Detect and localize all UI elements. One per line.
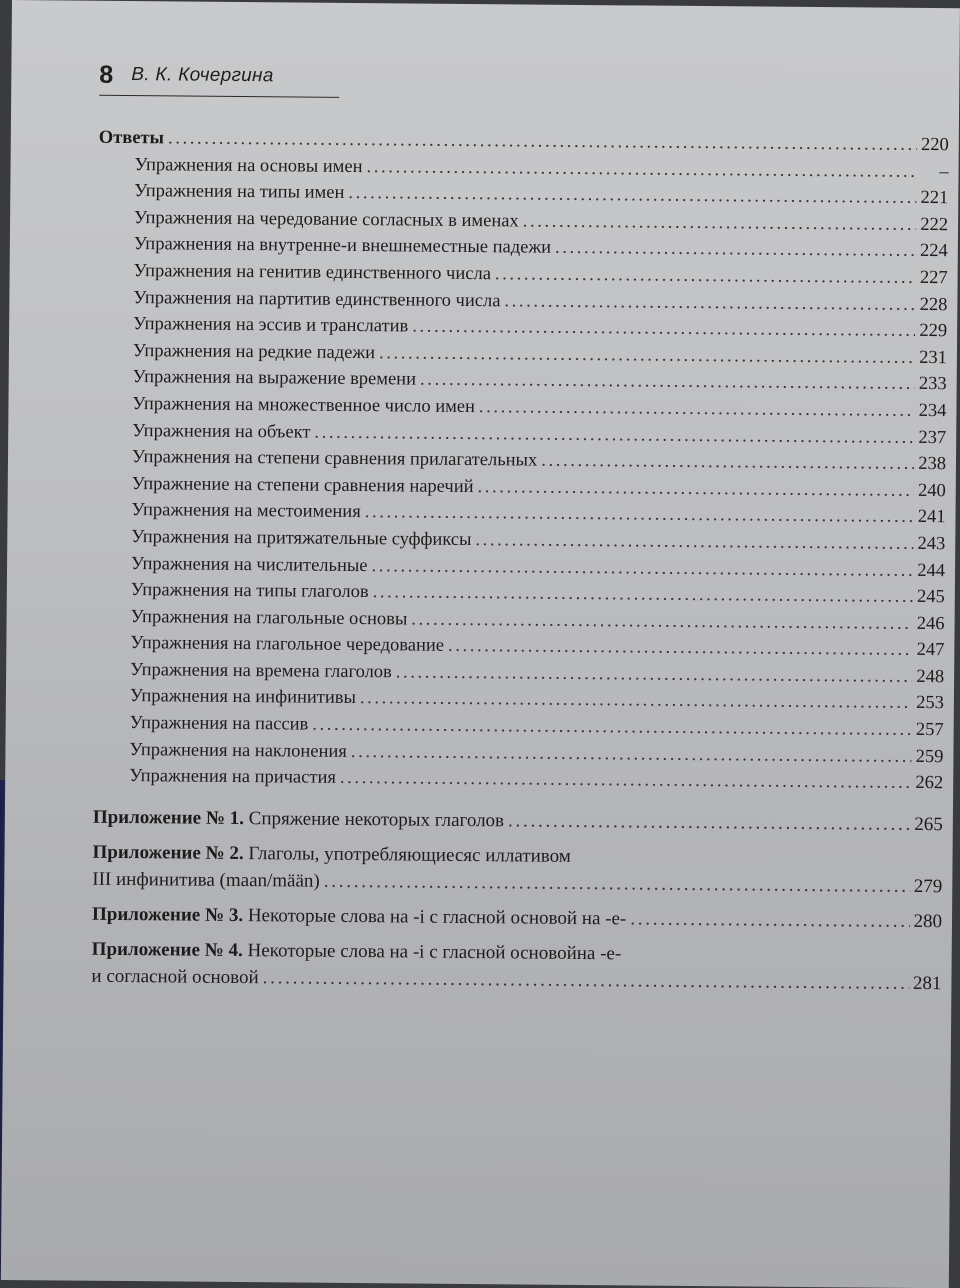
toc-page-ref: 245 xyxy=(916,587,945,608)
table-of-contents xyxy=(91,125,949,1005)
toc-entry-label: Упражнения на типы глаголов xyxy=(130,580,369,603)
toc-entry-label: Упражнения на выражение времени xyxy=(132,367,417,390)
toc-page-ref: 229 xyxy=(919,321,948,342)
toc-page-ref: 279 xyxy=(913,875,943,897)
toc-entry-label: Упражнения на глагольное чередование xyxy=(130,633,445,657)
appendix-number: Приложение № 3. xyxy=(91,903,244,926)
appendix-title-continued: и согласной основой xyxy=(91,965,259,989)
toc-page-ref: 259 xyxy=(915,746,944,767)
toc-page-ref: 220 xyxy=(920,134,949,156)
appendix-title-continued: III инфинитива (maan/mään) xyxy=(92,868,320,892)
toc-appendix-3 xyxy=(92,901,942,935)
dot-leader xyxy=(523,208,917,238)
appendix-number: Приложение № 2. xyxy=(92,841,244,864)
toc-page-ref: 233 xyxy=(918,374,947,395)
toc-entry-label: Упражнения на числительные xyxy=(130,553,368,576)
toc-page-ref: 262 xyxy=(915,773,944,794)
toc-page-ref: 257 xyxy=(915,719,944,741)
dot-leader xyxy=(324,868,910,900)
toc-entry-label: Упражнения на причастия xyxy=(129,766,336,789)
dot-leader xyxy=(340,765,912,797)
page-number: 8 xyxy=(99,60,114,89)
toc-page-ref: 246 xyxy=(916,613,945,634)
toc-page-ref: 241 xyxy=(917,507,946,528)
toc-section-label: Ответы xyxy=(98,127,165,149)
dot-leader xyxy=(448,633,913,664)
appendix-title: Некоторые слова на -i с гласной основойна -е- xyxy=(247,939,622,965)
toc-entry-label: Упражнения на внутренне-и внешнеместные падежи xyxy=(133,234,552,259)
toc-page-ref: 265 xyxy=(914,813,943,835)
toc-entry-label: Упражнения на эссив и транслатив xyxy=(133,314,409,337)
dot-leader xyxy=(504,288,915,318)
toc-page-ref: 224 xyxy=(920,241,948,262)
toc-entry-label: Упражнения на местоимения xyxy=(131,500,361,523)
dot-leader xyxy=(479,394,915,424)
toc-entry-label: Упражнения на редкие падежи xyxy=(132,340,376,363)
toc-entry-label: Упражнения на притяжательные суффиксы xyxy=(131,526,472,550)
toc-page-ref: 281 xyxy=(912,972,942,994)
dot-leader xyxy=(630,905,909,934)
dot-leader xyxy=(508,807,911,838)
toc-appendix-2 xyxy=(92,839,942,900)
toc-entry-label: Упражнения на степени сравнения прилагательных xyxy=(131,447,538,471)
toc-page-ref: 243 xyxy=(917,533,946,555)
toc-page-ref: 222 xyxy=(920,214,949,235)
toc-page-ref: 247 xyxy=(916,640,945,661)
toc-page-ref: 221 xyxy=(920,188,949,209)
toc-page-ref: 237 xyxy=(918,427,947,448)
toc-page-ref: 240 xyxy=(917,480,946,501)
toc-appendix-4 xyxy=(91,936,941,997)
toc-page-ref: – xyxy=(939,161,949,182)
dot-leader xyxy=(495,261,916,291)
toc-page-ref: 228 xyxy=(919,294,948,315)
dot-leader xyxy=(555,235,916,265)
page-header xyxy=(99,55,339,98)
toc-entry-label: Упражнения на партитив единственного числа xyxy=(133,287,501,311)
appendix-title: Спряжение некоторых глаголов xyxy=(248,807,505,832)
toc-entry-label: Упражнения на типы имен xyxy=(134,181,345,204)
toc-page-ref: 227 xyxy=(919,267,948,289)
appendix-number: Приложение № 4. xyxy=(91,938,243,961)
dot-leader xyxy=(475,527,913,557)
toc-entry-label: Упражнения на основы имен xyxy=(134,154,363,177)
toc-entry-label: Упражнения на множественное число имен xyxy=(132,394,476,417)
appendix-title: Некоторые слова на -i с гласной основой на -е- xyxy=(247,904,627,930)
toc-entry-label: Упражнение на степени сравнения наречий xyxy=(131,473,474,497)
toc-page-ref: 234 xyxy=(918,400,947,422)
dot-leader xyxy=(263,964,910,997)
appendix-number: Приложение № 1. xyxy=(92,806,245,829)
toc-entry-label: Упражнения на объект xyxy=(132,420,311,443)
toc-entry-label: Упражнения на пассив xyxy=(129,713,309,735)
toc-entry-label: Упражнения на глагольные основы xyxy=(130,606,408,630)
running-head-author: В. К. Кочергина xyxy=(131,64,274,87)
toc-page-ref: 231 xyxy=(919,347,947,368)
appendix-title: Глаголы, употребляющиесяс иллативом xyxy=(248,842,571,867)
toc-page-ref: 248 xyxy=(916,666,945,688)
toc-entry-label: Упражнения на чередование согласных в именах xyxy=(134,207,519,232)
toc-entry-label: Упражнения на генитив единственного числа xyxy=(133,261,492,285)
book-page xyxy=(1,0,960,1288)
toc-page-ref: 253 xyxy=(916,693,944,714)
toc-entry-label: Упражнения на инфинитивы xyxy=(129,686,357,709)
dot-leader xyxy=(541,448,914,478)
toc-entry-label: Упражнения на времена глаголов xyxy=(130,659,392,683)
toc-entry-label: Упражнения на наклонения xyxy=(129,739,347,762)
toc-page-ref: 244 xyxy=(917,560,946,581)
dot-leader xyxy=(477,474,914,504)
toc-page-ref: 280 xyxy=(913,910,943,932)
toc-page-ref: 238 xyxy=(918,454,947,475)
